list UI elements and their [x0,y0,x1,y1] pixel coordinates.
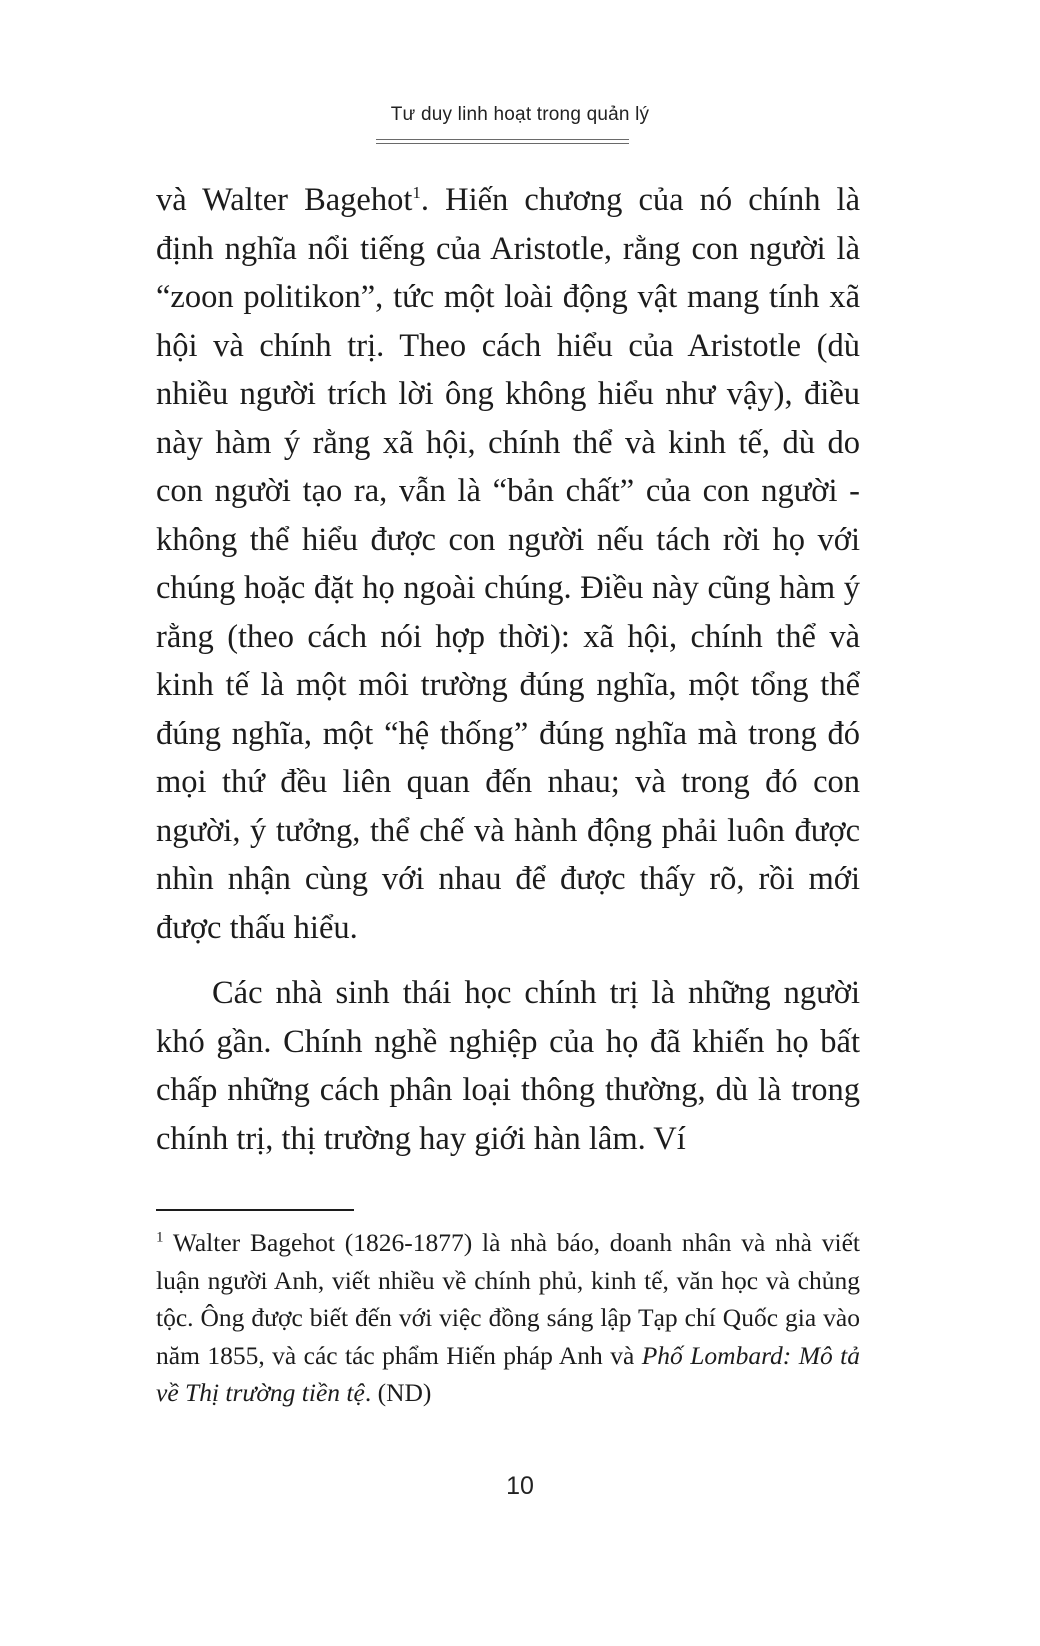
paragraph-1 [156,176,860,952]
header-rule-bottom [376,143,629,144]
running-header: Tư duy linh hoạt trong quản lý [390,104,650,125]
footnote [156,1224,860,1412]
footnote-separator [156,1209,354,1211]
footnote-text: Walter Bagehot (1826-1877) là nhà báo, doanh nhân và nhà viết luận người Anh, viết nhiều về chính phủ, kinh tế, văn học và chủng tộc. Ông được biết đến với việc đồng sáng lập Tạp chí Quốc gia vào năm 1855, và các tác phẩm Hiến pháp Anh và [156,1228,860,1370]
footnote-marker: 1 [156,1229,164,1246]
footnote-end: . (ND) [364,1378,432,1407]
paragraph-1-text: . Hiến chương của nó chính là định nghĩa nổi tiếng của Aristotle, rằng con người là “zoon politikon”, tức một loài động vật mang tính xã hội và chính trị. Theo cách hiểu của Aristotle (dù nhiều người trích lời ông không hiểu như vậy), điều này hàm ý rằng xã hội, chính thể và kinh tế, dù do con người tạo ra, vẫn là “bản chất” của con người - không thể hiểu được con người nếu tách rời họ với chúng hoặc đặt họ ngoài chúng. Điều này cũng hàm ý rằng (theo cách nói hợp thời): xã hội, chính thể và kinh tế là một môi trường đúng nghĩa, một tổng thể đúng nghĩa, một “hệ thống” đúng nghĩa mà trong đó mọi thứ đều liên quan đến nhau; và trong đó con người, ý tưởng, thể chế và hành động phải luôn được nhìn nhận cùng với nhau để được thấy rõ, rồi mới được thấu hiểu. [156,182,860,946]
header-rule-top [376,139,629,140]
footnote-reference: 1 [412,183,421,203]
footnote-italic-title: Phố Lombard: Mô tả về Thị trường tiền tệ [156,1340,860,1407]
paragraph-1-lead: và Walter Bagehot [156,182,413,218]
body-text [156,176,860,1163]
page-number: 10 [506,1472,534,1500]
paragraph-2: Các nhà sinh thái học chính trị là những người khó gần. Chính nghề nghiệp của họ đã khiến họ bất chấp những cách phân loại thông thường, dù là trong chính trị, thị trường hay giới hàn lâm. Ví [156,975,860,1157]
